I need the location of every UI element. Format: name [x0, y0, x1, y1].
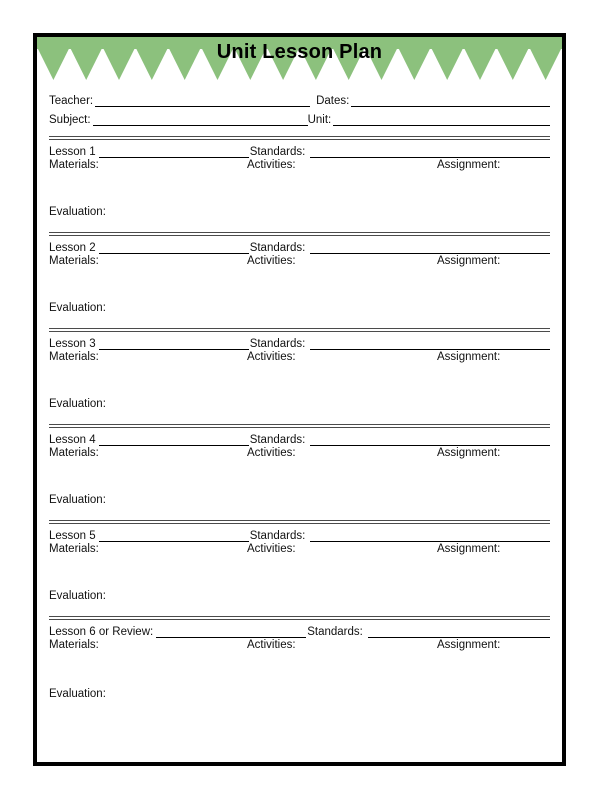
subject-unit-row [49, 107, 550, 126]
evaluation-label: Evaluation: [49, 398, 106, 410]
standards-label: Standards: [249, 434, 306, 446]
standards-input[interactable] [368, 625, 550, 638]
activities-label: Activities: [247, 255, 296, 267]
activities-label: Activities: [247, 447, 296, 459]
standards-label: Standards: [249, 146, 306, 158]
lesson-title-input[interactable] [99, 337, 249, 350]
form-body [37, 82, 562, 762]
evaluation-label: Evaluation: [49, 206, 106, 218]
section-divider [49, 136, 550, 140]
activities-label: Activities: [247, 159, 296, 171]
assignment-label: Assignment: [437, 255, 501, 267]
lesson-block [49, 232, 550, 318]
lesson-title-input[interactable] [156, 625, 306, 638]
materials-label: Materials: [49, 255, 99, 267]
lesson-columns-row [49, 543, 550, 559]
evaluation-label: Evaluation: [49, 302, 106, 314]
subject-input[interactable] [93, 112, 308, 126]
lesson-columns-row [49, 447, 550, 463]
document-header [37, 37, 562, 82]
lesson-columns-row [49, 639, 550, 655]
lesson-title-row [49, 621, 550, 638]
unit-label: Unit: [307, 114, 332, 126]
activities-label: Activities: [247, 351, 296, 363]
materials-label: Materials: [49, 639, 99, 651]
standards-input[interactable] [310, 145, 550, 158]
lesson-label: Lesson 5 [49, 530, 96, 542]
standards-label: Standards: [249, 530, 306, 542]
lesson-label: Lesson 4 [49, 434, 96, 446]
standards-input[interactable] [310, 241, 550, 254]
assignment-label: Assignment: [437, 447, 501, 459]
lesson-block [49, 616, 550, 704]
lesson-title-input[interactable] [99, 433, 249, 446]
section-divider [49, 520, 550, 524]
teacher-input[interactable] [95, 93, 310, 107]
section-divider [49, 616, 550, 620]
teacher-label: Teacher: [49, 95, 94, 107]
lesson-title-row [49, 429, 550, 446]
assignment-label: Assignment: [437, 543, 501, 555]
activities-label: Activities: [247, 639, 296, 651]
assignment-label: Assignment: [437, 159, 501, 171]
evaluation-label: Evaluation: [49, 494, 106, 506]
materials-label: Materials: [49, 447, 99, 459]
standards-input[interactable] [310, 433, 550, 446]
section-divider [49, 328, 550, 332]
evaluation-label: Evaluation: [49, 590, 106, 602]
lesson-block [49, 328, 550, 414]
section-divider [49, 232, 550, 236]
lesson-title-row [49, 525, 550, 542]
lesson-title-input[interactable] [99, 241, 249, 254]
subject-label: Subject: [49, 114, 91, 126]
dates-input[interactable] [351, 93, 550, 107]
lesson-title-input[interactable] [99, 529, 249, 542]
standards-input[interactable] [310, 529, 550, 542]
lesson-block [49, 520, 550, 606]
lesson-columns-row [49, 351, 550, 367]
standards-label: Standards: [249, 242, 306, 254]
page-title: Unit Lesson Plan [216, 41, 383, 63]
lesson-block [49, 136, 550, 222]
lesson-title-row [49, 237, 550, 254]
lesson-columns-row [49, 255, 550, 271]
evaluation-label: Evaluation: [49, 688, 106, 700]
dates-label: Dates: [316, 95, 350, 107]
activities-label: Activities: [247, 543, 296, 555]
lesson-block [49, 424, 550, 510]
materials-label: Materials: [49, 543, 99, 555]
standards-label: Standards: [249, 338, 306, 350]
teacher-dates-row [49, 88, 550, 107]
assignment-label: Assignment: [437, 639, 501, 651]
standards-input[interactable] [310, 337, 550, 350]
lesson-label: Lesson 1 [49, 146, 96, 158]
lesson-label: Lesson 6 or Review: [49, 626, 154, 638]
unit-input[interactable] [333, 112, 550, 126]
section-divider [49, 424, 550, 428]
lesson-title-row [49, 141, 550, 158]
lesson-title-row [49, 333, 550, 350]
document-sheet [33, 33, 566, 766]
materials-label: Materials: [49, 351, 99, 363]
materials-label: Materials: [49, 159, 99, 171]
standards-label: Standards: [307, 626, 363, 638]
lesson-label: Lesson 3 [49, 338, 96, 350]
lesson-label: Lesson 2 [49, 242, 96, 254]
lesson-columns-row [49, 159, 550, 175]
assignment-label: Assignment: [437, 351, 501, 363]
lesson-title-input[interactable] [99, 145, 249, 158]
